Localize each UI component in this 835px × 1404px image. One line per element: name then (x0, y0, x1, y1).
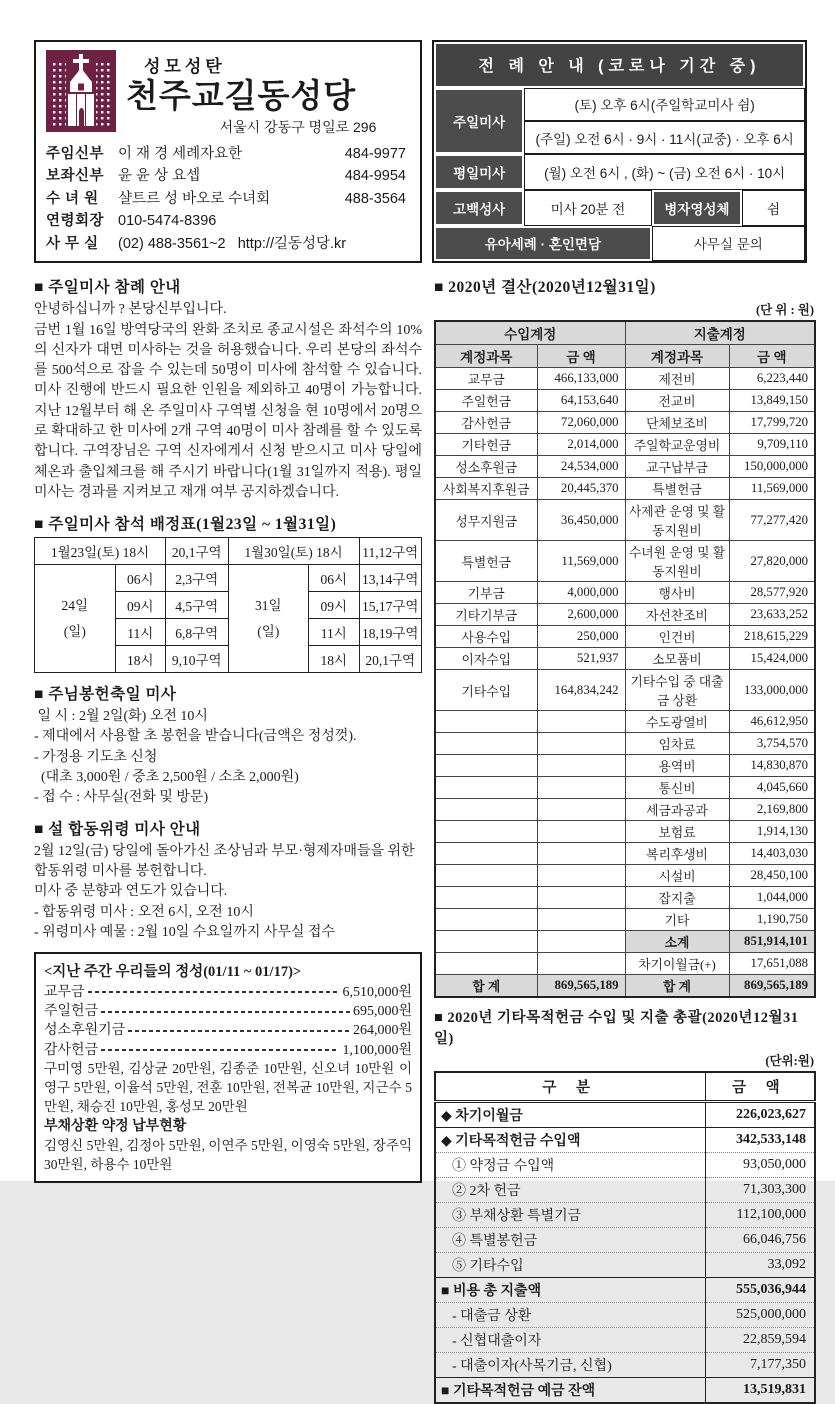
expense-item: 단체보조비 (625, 412, 729, 434)
expense-amount: 28,577,920 (729, 582, 815, 604)
fund-label: - 대출금 상환 (435, 1303, 705, 1328)
settlement-row (435, 755, 815, 777)
income-amount: 164,834,242 (537, 670, 625, 711)
expense-item: 기타수입 중 대출금 상환 (625, 670, 729, 711)
income-amount: 24,534,000 (537, 456, 625, 478)
income-item (435, 887, 537, 909)
settlement-row (435, 865, 815, 887)
contact-phone: 484-9954 (344, 168, 406, 185)
settlement-row (435, 626, 815, 648)
expense-amount: 1,190,750 (729, 909, 815, 931)
income-item: 성소후원금 (435, 456, 537, 478)
fund-col-label: 구 분 (435, 1072, 705, 1102)
confession-label: 고백성사 (434, 190, 524, 226)
fund-col-amount: 금 액 (705, 1072, 815, 1102)
sat-slot-2: 1월30일(토) 18시 (228, 538, 359, 565)
expense-amount: 15,424,000 (729, 648, 815, 670)
income-amount (537, 711, 625, 733)
settlement-row (435, 390, 815, 412)
contact-role: 사 무 실 (46, 235, 99, 252)
expense-item: 잡지출 (625, 887, 729, 909)
sunday-2-day: 31일 (255, 598, 282, 614)
debt-repayment-title: 부채상환 약정 납부현황 (44, 1118, 187, 1134)
income-item: 사회복지후원금 (435, 478, 537, 500)
income-amount: 11,569,000 (537, 541, 625, 582)
expense-amount: 2,169,800 (729, 799, 815, 821)
expense-amount: 3,754,570 (729, 733, 815, 755)
fund-row (435, 1102, 815, 1128)
expense-amount: 14,830,870 (729, 755, 815, 777)
contact-row (46, 165, 410, 187)
settlement-table (434, 320, 816, 998)
offering-label: 주일헌금 (44, 1004, 99, 1020)
expense-amount: 9,709,110 (729, 434, 815, 456)
expense-item: 합 계 (625, 975, 729, 998)
fund-amount: 13,519,831 (705, 1378, 815, 1404)
expense-item: 제전비 (625, 368, 729, 390)
settlement-row (435, 711, 815, 733)
dash-leader (128, 1030, 350, 1032)
income-item: 기부금 (435, 582, 537, 604)
income-item (435, 755, 537, 777)
section-heading: ■ 설 합동위령 미사 안내 (34, 821, 201, 839)
income-amount (537, 821, 625, 843)
expense-header: 지출계정 (625, 321, 815, 345)
fund-row (435, 1128, 815, 1153)
unit-label: (단 위 : 원) (755, 303, 815, 318)
offering-amount: 695,000원 (352, 1004, 412, 1020)
sick-communion-label: 병자영성체 (652, 190, 742, 226)
unit-label: (단위:원) (765, 1054, 815, 1069)
fund-amount: 525,000,000 (705, 1303, 815, 1328)
contact-row (46, 210, 410, 232)
settlement-row (435, 931, 815, 953)
zone-cell: 18,19구역 (359, 619, 421, 646)
time-cell: 18시 (115, 646, 165, 673)
income-amount (537, 843, 625, 865)
offering-row (44, 1041, 412, 1060)
time-cell: 06시 (115, 565, 165, 592)
thanksgiving-donors: 구미영 5만원, 김상균 20만원, 김종준 10만원, 신오녀 10만원 이영구 5만원, 이율석 5만원, 전훈 10만원, 전복균 10만원, 지근수 5만원, 채승진 10만원, 홍성모 20만원 (44, 1061, 412, 1114)
income-amount (537, 931, 625, 953)
income-item (435, 931, 537, 953)
fund-row (435, 1228, 815, 1253)
offering-amount: 6,510,000원 (342, 984, 412, 1000)
contact-value: 샬트르 성 바오로 수녀회 (118, 190, 271, 207)
income-item (435, 799, 537, 821)
expense-amount: 218,615,229 (729, 626, 815, 648)
offering-label: 교무금 (44, 984, 85, 1000)
fund-amount: 7,177,350 (705, 1353, 815, 1378)
settlement-row (435, 821, 815, 843)
section-memorial-mass (34, 817, 422, 943)
income-amount: 4,000,000 (537, 582, 625, 604)
income-item (435, 733, 537, 755)
section-heading: ■ 주일미사 참례 안내 (34, 279, 181, 297)
settlement-row (435, 434, 815, 456)
expense-item: 차기이월금(+) (625, 953, 729, 975)
contact-role: 수 녀 원 (46, 190, 99, 207)
dash-leader (88, 991, 340, 993)
notice-greeting: 안녕하십니까 ? 본당신부입니다. (34, 302, 227, 318)
expense-item: 복리후생비 (625, 843, 729, 865)
settlement-row (435, 648, 815, 670)
fund-amount: 33,092 (705, 1253, 815, 1278)
baptism-counsel-value: 사무실 문의 (652, 226, 805, 262)
expense-amount: 11,569,000 (729, 478, 815, 500)
expense-amount: 17,799,720 (729, 412, 815, 434)
income-amount (537, 755, 625, 777)
settlement-row (435, 953, 815, 975)
settlement-row (435, 412, 815, 434)
fund-label: ② 2차 헌금 (435, 1178, 705, 1203)
expense-item: 용역비 (625, 755, 729, 777)
section-other-fund (434, 1006, 816, 1404)
contact-role: 연령회장 (46, 213, 105, 230)
expense-amount: 14,403,030 (729, 843, 815, 865)
fund-label: ① 약정금 수입액 (435, 1153, 705, 1178)
settlement-row (435, 843, 815, 865)
fund-amount: 66,046,756 (705, 1228, 815, 1253)
contact-list (46, 143, 410, 255)
text-line: 미사 중 분향과 연도가 있습니다. (34, 884, 228, 900)
fund-amount: 71,303,300 (705, 1178, 815, 1203)
expense-item: 전교비 (625, 390, 729, 412)
offering-label: 성소후원기금 (44, 1023, 126, 1039)
expense-amount: 4,045,660 (729, 777, 815, 799)
expense-item: 기타 (625, 909, 729, 931)
expense-item: 소계 (625, 931, 729, 953)
income-amount (537, 777, 625, 799)
fund-amount: 342,533,148 (705, 1128, 815, 1153)
liturgy-title: 전 례 안 내 (코로나 기간 중) (434, 42, 805, 88)
sunday-2-paren: (일) (257, 623, 280, 639)
fund-label: - 신협대출이자 (435, 1328, 705, 1353)
time-cell: 09시 (115, 592, 165, 619)
expense-item: 임차료 (625, 733, 729, 755)
income-item: 기타수입 (435, 670, 537, 711)
settlement-row (435, 799, 815, 821)
text-line: - 위령미사 예물 : 2월 10일 수요일까지 사무실 접수 (34, 924, 335, 940)
expense-item: 주일학교운영비 (625, 434, 729, 456)
offering-row (44, 1021, 412, 1040)
income-item: 성무지원금 (435, 500, 537, 541)
contact-value: 이 재 경 세례자요한 (118, 145, 243, 162)
expense-amount: 77,277,420 (729, 500, 815, 541)
income-item (435, 777, 537, 799)
expense-item: 특별헌금 (625, 478, 729, 500)
text-line: 일 시 : 2월 2일(화) 오전 10시 (34, 709, 208, 725)
fund-row (435, 1153, 815, 1178)
section-assignment (34, 512, 422, 673)
sunday-1-day: 24일 (61, 598, 89, 614)
income-item: 기타헌금 (435, 434, 537, 456)
contact-value: 윤 윤 상 요셉 (118, 168, 201, 185)
settlement-row (435, 887, 815, 909)
contact-role: 주임신부 (46, 145, 105, 162)
income-amount: 36,450,000 (537, 500, 625, 541)
offering-amount: 1,100,000원 (342, 1042, 412, 1058)
settlement-row (435, 604, 815, 626)
expense-item: 보험료 (625, 821, 729, 843)
fund-label: ⑤ 기타수입 (435, 1253, 705, 1278)
zone-cell: 15,17구역 (359, 592, 421, 619)
text-line: - 제대에서 사용할 초 봉헌을 받습니다(금액은 정성껏). (34, 729, 357, 745)
expense-amount: 150,000,000 (729, 456, 815, 478)
text-line: (대초 3,000원 / 중초 2,500원 / 소초 2,000원) (34, 769, 299, 785)
income-amount: 72,060,000 (537, 412, 625, 434)
offering-row (44, 983, 412, 1002)
income-amount (537, 887, 625, 909)
income-amount: 2,014,000 (537, 434, 625, 456)
fund-label: ③ 부채상환 특별기금 (435, 1203, 705, 1228)
church-subtitle: 성모성탄 (144, 57, 226, 76)
settlement-row (435, 670, 815, 711)
fund-row (435, 1353, 815, 1378)
income-item (435, 953, 537, 975)
expense-amount: 851,914,101 (729, 931, 815, 953)
fund-label: ■ 비용 총 지출액 (435, 1278, 705, 1303)
sunday-1-paren: (일) (63, 623, 86, 639)
church-logo-icon (46, 50, 116, 143)
time-cell: 11시 (115, 619, 165, 646)
offerings-title: <지난 주간 우리들의 정성(01/11 ~ 01/17)> (44, 963, 302, 980)
expense-amount: 27,820,000 (729, 541, 815, 582)
expense-amount: 869,565,189 (729, 975, 815, 998)
income-item (435, 711, 537, 733)
offering-label: 감사헌금 (44, 1042, 99, 1058)
offering-row (44, 1002, 412, 1021)
income-item: 기타기부금 (435, 604, 537, 626)
zone-cell: 20,1구역 (359, 646, 421, 673)
offering-amount: 264,000원 (352, 1023, 412, 1039)
confession-value: 미사 20분 전 (524, 190, 651, 226)
fund-row (435, 1378, 815, 1404)
expense-amount: 28,450,100 (729, 865, 815, 887)
fund-amount: 93,050,000 (705, 1153, 815, 1178)
fund-label: ◆ 차기이월금 (435, 1102, 705, 1128)
zone-cell: 2,3구역 (166, 565, 228, 592)
expense-item: 수녀원 운영 및 활동지원비 (625, 541, 729, 582)
left-column (34, 275, 422, 1404)
expense-amount: 17,651,088 (729, 953, 815, 975)
text-line: - 가정용 기도초 신청 (34, 749, 158, 765)
income-amount: 466,133,000 (537, 368, 625, 390)
section-heading: ■ 주일미사 참석 배정표(1월23일 ~ 1월31일) (34, 516, 337, 534)
fund-row (435, 1203, 815, 1228)
memorial-lines (34, 842, 422, 943)
section-heading: ■ 주님봉헌축일 미사 (34, 686, 177, 704)
debt-repayment-donors: 김영신 5만원, 김정아 5만원, 이연주 5만원, 이영숙 5만원, 장주익 30만원, 하용수 10만원 (44, 1138, 412, 1172)
sat-zone-1: 20,1구역 (166, 538, 228, 565)
zone-cell: 4,5구역 (166, 592, 228, 619)
expense-item: 자선찬조비 (625, 604, 729, 626)
settlement-row (435, 975, 815, 998)
sunday-mass-sun: (주일) 오전 6시 · 9시 · 11시(교중) · 오후 6시 (524, 121, 805, 154)
settlement-row (435, 456, 815, 478)
fund-row (435, 1303, 815, 1328)
fund-label: ④ 특별봉헌금 (435, 1228, 705, 1253)
income-item (435, 843, 537, 865)
contact-phone: 488-3564 (344, 190, 406, 207)
liturgy-schedule-table (432, 40, 807, 263)
weekday-mass-label: 평일미사 (434, 154, 524, 190)
fund-label: ■ 기타목적헌금 예금 잔액 (435, 1378, 705, 1404)
expense-item: 사제관 운영 및 활동지원비 (625, 500, 729, 541)
zone-cell: 9,10구역 (166, 646, 228, 673)
income-item: 특별헌금 (435, 541, 537, 582)
section-heading: ■ 2020년 결산(2020년12월31일) (434, 279, 656, 297)
contact-row (46, 188, 410, 210)
contact-value: 010-5474-8396 (118, 213, 217, 230)
time-cell: 06시 (309, 565, 359, 592)
sick-communion-value: 쉼 (742, 190, 805, 226)
income-amount: 250,000 (537, 626, 625, 648)
settlement-row (435, 478, 815, 500)
expense-item: 인건비 (625, 626, 729, 648)
fund-amount: 112,100,000 (705, 1203, 815, 1228)
fund-row (435, 1278, 815, 1303)
col-amount-header: 금 액 (537, 345, 625, 368)
weekday-mass-value: (월) 오전 6시 , (화) ~ (금) 오전 6시 · 10시 (524, 154, 805, 190)
income-header: 수입계정 (435, 321, 625, 345)
settlement-row (435, 500, 815, 541)
header (34, 40, 807, 263)
candlemas-lines (34, 707, 422, 808)
fund-amount: 22,859,594 (705, 1328, 815, 1353)
settlement-row (435, 582, 815, 604)
settlement-row (435, 777, 815, 799)
sunday-1-cell (35, 565, 116, 673)
section-settlement (434, 275, 816, 998)
income-amount: 521,937 (537, 648, 625, 670)
time-cell: 18시 (309, 646, 359, 673)
income-item: 감사헌금 (435, 412, 537, 434)
income-amount: 20,445,370 (537, 478, 625, 500)
other-fund-table (434, 1071, 816, 1404)
col-item-header: 계정과목 (435, 345, 537, 368)
col-amount-header: 금 액 (729, 345, 815, 368)
assignment-table (34, 537, 422, 673)
expense-item: 수도광열비 (625, 711, 729, 733)
church-info-box (34, 40, 422, 263)
expense-amount: 6,223,440 (729, 368, 815, 390)
contact-row (46, 143, 410, 165)
dash-leader (101, 1011, 350, 1013)
sat-slot-1: 1월23일(토) 18시 (35, 538, 166, 565)
right-column (434, 275, 816, 1404)
income-amount: 64,153,640 (537, 390, 625, 412)
income-amount (537, 733, 625, 755)
sunday-mass-sat: (토) 오후 6시(주일학교미사 쉼) (524, 88, 805, 121)
expense-amount: 133,000,000 (729, 670, 815, 711)
text-line: 2월 12일(금) 당일에 돌아가신 조상님과 부모·형제자매들을 위한 합동위령 미사를 봉헌합니다. (34, 844, 419, 880)
zone-cell: 13,14구역 (359, 565, 421, 592)
section-heading: ■ 2020년 기타목적헌금 수입 및 지출 총괄(2020년12월31일) (434, 1010, 799, 1048)
fund-label: ◆ 기타목적헌금 수입액 (435, 1128, 705, 1153)
church-address: 서울시 강동구 명일로 296 (219, 118, 377, 135)
sunday-2-cell (228, 565, 309, 673)
income-item (435, 865, 537, 887)
time-cell: 11시 (309, 619, 359, 646)
expense-amount: 13,849,150 (729, 390, 815, 412)
expense-item: 소모품비 (625, 648, 729, 670)
baptism-counsel-label: 유아세례 · 혼인면담 (434, 226, 652, 262)
dash-leader (101, 1049, 339, 1051)
expense-amount: 1,044,000 (729, 887, 815, 909)
expense-item: 통신비 (625, 777, 729, 799)
income-item: 이자수입 (435, 648, 537, 670)
col-item-header: 계정과목 (625, 345, 729, 368)
weekly-offerings-box (34, 952, 422, 1183)
income-amount (537, 953, 625, 975)
fund-amount: 226,023,627 (705, 1102, 815, 1128)
fund-row (435, 1328, 815, 1353)
expense-item: 시설비 (625, 865, 729, 887)
offerings-list (44, 983, 412, 1060)
church-title: 천주교길동성당 (126, 77, 357, 114)
fund-amount: 555,036,944 (705, 1278, 815, 1303)
income-amount (537, 909, 625, 931)
sat-zone-2: 11,12구역 (359, 538, 421, 565)
income-item (435, 909, 537, 931)
income-amount: 2,600,000 (537, 604, 625, 626)
expense-amount: 23,633,252 (729, 604, 815, 626)
settlement-row (435, 909, 815, 931)
settlement-row (435, 733, 815, 755)
expense-amount: 46,612,950 (729, 711, 815, 733)
notice-body: 금번 1월 16일 방역당국의 완화 조치로 종교시설은 좌석수의 10%의 신자가 대면 미사하는 것을 허용했습니다. 우리 본당의 좌석수를 500석으로 잡을 수 있는데 50명이 미사에 참석할 수 있습니다. 미사 진행에 반드시 필요한 인원을 제외하고 40명이 가능합니다. 지난 12월부터 해 온 주일미사 구역별 신청을 현 10명에서 20명으로 확대하고 한 미사에 2개 구역 40명이 미사 참례를 할 수 있도록 합니다. 구역장님은 구역 신자에게서 신청 받으시고 미사 당일에 체온과 출입체크를 해 주시기 바랍니다(1월 31일까지 적용). 평일미사는 경과를 지켜보고 재개 여부 공지하겠습니다. (34, 322, 422, 500)
text-line: - 접 수 : 사무실(전화 및 방문) (34, 789, 209, 805)
income-item (435, 821, 537, 843)
expense-amount: 1,914,130 (729, 821, 815, 843)
expense-item: 행사비 (625, 582, 729, 604)
fund-row (435, 1253, 815, 1278)
expense-item: 교구납부금 (625, 456, 729, 478)
income-amount: 869,565,189 (537, 975, 625, 998)
settlement-row (435, 541, 815, 582)
contact-value: (02) 488-3561~2 http://길동성당.kr (118, 235, 347, 252)
time-cell: 09시 (309, 592, 359, 619)
fund-row (435, 1178, 815, 1203)
income-amount (537, 865, 625, 887)
zone-cell: 6,8구역 (166, 619, 228, 646)
settlement-row (435, 368, 815, 390)
contact-row (46, 233, 410, 255)
text-line: - 합동위령 미사 : 오전 6시, 오전 10시 (34, 904, 254, 920)
section-sunday-mass-notice (34, 275, 422, 503)
expense-item: 세금과공과 (625, 799, 729, 821)
income-amount (537, 799, 625, 821)
income-item: 사용수입 (435, 626, 537, 648)
income-item: 주일헌금 (435, 390, 537, 412)
sunday-mass-label: 주일미사 (434, 88, 524, 155)
contact-phone: 484-9977 (344, 145, 406, 162)
contact-role: 보좌신부 (46, 168, 105, 185)
income-item: 교무금 (435, 368, 537, 390)
section-candlemas (34, 682, 422, 808)
income-item: 합 계 (435, 975, 537, 998)
fund-label: - 대출이자(사목기금, 신협) (435, 1353, 705, 1378)
